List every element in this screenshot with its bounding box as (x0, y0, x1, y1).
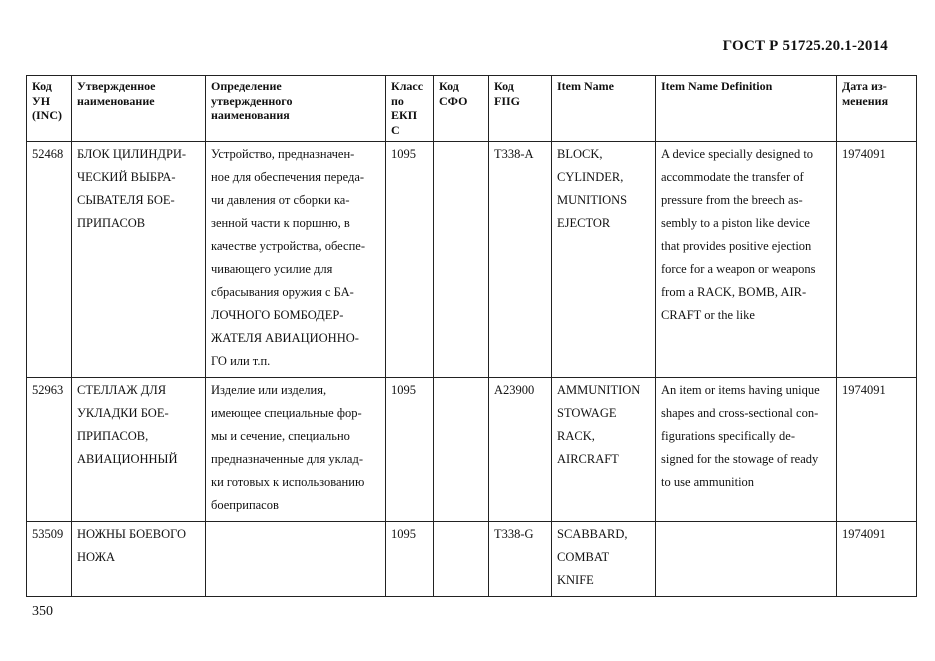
cell-name-definition (206, 522, 386, 597)
cell-code: 52963 (27, 378, 72, 522)
column-header-item-name-definition: Item Name Definition (656, 76, 837, 142)
cell-fiig: A23900 (489, 378, 552, 522)
cell-approved-name: НОЖНЫ БОЕВОГО НОЖА (72, 522, 206, 597)
column-header-approved-name: Утвержденное наименование (72, 76, 206, 142)
cell-approved-name: БЛОК ЦИЛИНДРИ- ЧЕСКИЙ ВЫБРА- СЫВАТЕЛЯ БОЕ- ПРИПАСОВ (72, 142, 206, 378)
cell-sfo (434, 378, 489, 522)
cell-item-name-definition (656, 522, 837, 597)
cell-name-definition: Устройство, предназначен- ное для обеспечения переда- чи давления от сборки ка- зенной части к поршню, в качестве устройства, обеспе- чивающего усилие для сбрасывания оружия с БА- ЛОЧНОГО БОМБОДЕР- ЖАТЕЛЯ АВИАЦИОННО- ГО или т.п. (206, 142, 386, 378)
cell-class: 1095 (386, 378, 434, 522)
cell-code: 53509 (27, 522, 72, 597)
table-row (27, 378, 917, 522)
catalog-table (26, 75, 917, 597)
column-header-fiig: Код FIIG (489, 76, 552, 142)
column-header-code-inc: Код УН (INC) (27, 76, 72, 142)
column-header-sfo: Код СФО (434, 76, 489, 142)
column-header-item-name: Item Name (552, 76, 656, 142)
page-number: 350 (32, 604, 53, 619)
cell-fiig: T338-G (489, 522, 552, 597)
cell-change-date: 1974091 (837, 378, 917, 522)
cell-change-date: 1974091 (837, 522, 917, 597)
cell-change-date: 1974091 (837, 142, 917, 378)
cell-item-name-definition: An item or items having unique shapes and cross-sectional con- figurations specifically de- signed for the stowage of ready to use ammunition (656, 378, 837, 522)
table-row (27, 522, 917, 597)
cell-class: 1095 (386, 522, 434, 597)
cell-fiig: T338-A (489, 142, 552, 378)
table-row (27, 142, 917, 378)
cell-sfo (434, 522, 489, 597)
cell-item-name: AMMUNITION STOWAGE RACK, AIRCRAFT (552, 378, 656, 522)
cell-sfo (434, 142, 489, 378)
cell-approved-name: СТЕЛЛАЖ ДЛЯ УКЛАДКИ БОЕ- ПРИПАСОВ, АВИАЦИОННЫЙ (72, 378, 206, 522)
cell-name-definition: Изделие или изделия, имеющее специальные фор- мы и сечение, специально предназначенные для уклад- ки готовых к использованию боеприпасов (206, 378, 386, 522)
cell-item-name: BLOCK, CYLINDER, MUNITIONS EJECTOR (552, 142, 656, 378)
column-header-change-date: Дата из- менения (837, 76, 917, 142)
column-header-class: Класс по ЕКП С (386, 76, 434, 142)
table-header-row (27, 76, 917, 142)
column-header-name-definition: Определение утвержденного наименования (206, 76, 386, 142)
cell-item-name: SCABBARD, COMBAT KNIFE (552, 522, 656, 597)
document-standard-number: ГОСТ Р 51725.20.1-2014 (722, 38, 888, 54)
cell-class: 1095 (386, 142, 434, 378)
cell-code: 52468 (27, 142, 72, 378)
cell-item-name-definition: A device specially designed to accommodate the transfer of pressure from the breech as- sembly to a piston like device that provides positive ejection force for a weapon or weapons from a RACK, BOMB, AIR- CRAFT or the like (656, 142, 837, 378)
